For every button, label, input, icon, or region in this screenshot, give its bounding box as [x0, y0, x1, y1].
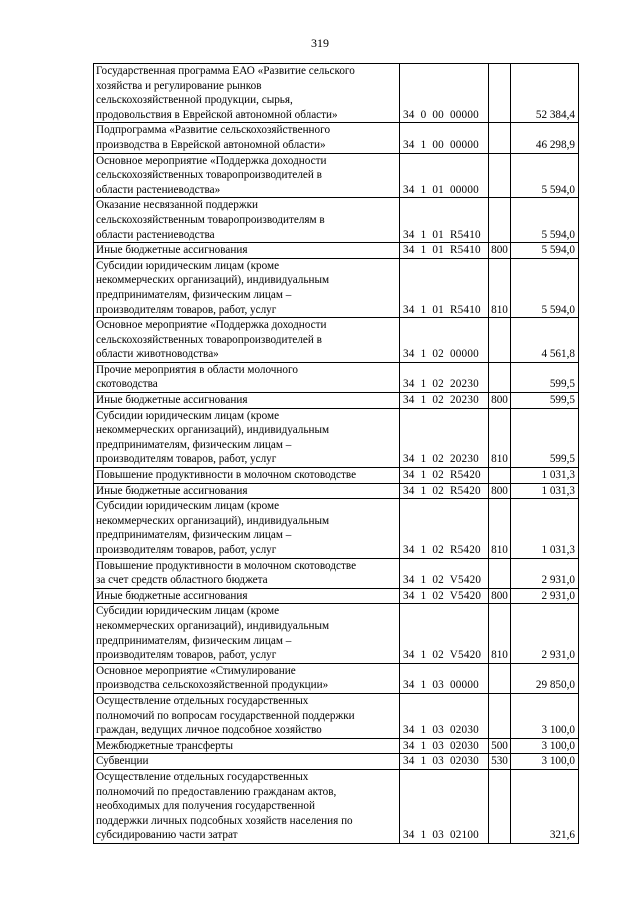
table-row — [94, 153, 579, 198]
table-row — [94, 769, 579, 843]
row-amount-cell: 46 298,9 — [511, 123, 579, 153]
row-code-cell: 34 1 03 02030 — [400, 754, 489, 770]
row-code-cell: 34 1 01 R5410 — [400, 198, 489, 243]
table-row — [94, 663, 579, 693]
row-name-cell: Иные бюджетные ассигнования — [94, 483, 400, 499]
table-row — [94, 243, 579, 259]
row-amount-cell: 2 931,0 — [511, 558, 579, 588]
row-expense-type-cell: 800 — [489, 588, 511, 604]
row-code-cell: 34 1 01 00000 — [400, 153, 489, 198]
row-expense-type-cell: 800 — [489, 243, 511, 259]
row-name-cell: Осуществление отдельных государственных полномочий по предоставлению гражданам актов, необходимых для получения государственной поддержки личных подсобных хозяйств населения по субсидированию части затрат — [94, 769, 400, 843]
row-code-cell: 34 0 00 00000 — [400, 64, 489, 123]
row-amount-cell: 52 384,4 — [511, 64, 579, 123]
row-code-cell: 34 1 03 00000 — [400, 663, 489, 693]
table-row — [94, 198, 579, 243]
row-code-cell: 34 1 02 V5420 — [400, 588, 489, 604]
row-name-cell: Субсидии юридическим лицам (кроме некоммерческих организаций), индивидуальным предпринимателям, физическим лицам – производителям товаров, работ, услуг — [94, 499, 400, 558]
row-name-cell: Субвенции — [94, 754, 400, 770]
row-amount-cell: 1 031,3 — [511, 468, 579, 484]
row-code-cell: 34 1 02 V5420 — [400, 558, 489, 588]
row-amount-cell: 5 594,0 — [511, 153, 579, 198]
row-amount-cell: 1 031,3 — [511, 483, 579, 499]
table-row — [94, 408, 579, 467]
row-name-cell: Основное мероприятие «Поддержка доходности сельскохозяйственных товаропроизводителей в области растениеводства» — [94, 153, 400, 198]
row-name-cell: Осуществление отдельных государственных полномочий по вопросам государственной поддержки граждан, ведущих личное подсобное хозяйство — [94, 693, 400, 738]
row-expense-type-cell — [489, 362, 511, 392]
row-amount-cell: 599,5 — [511, 408, 579, 467]
row-code-cell: 34 1 03 02030 — [400, 738, 489, 754]
row-expense-type-cell: 800 — [489, 393, 511, 409]
table-row — [94, 499, 579, 558]
row-amount-cell: 321,6 — [511, 769, 579, 843]
row-amount-cell: 599,5 — [511, 393, 579, 409]
row-amount-cell: 3 100,0 — [511, 738, 579, 754]
row-name-cell: Иные бюджетные ассигнования — [94, 243, 400, 259]
row-name-cell: Оказание несвязанной поддержки сельскохозяйственным товаропроизводителям в области растениеводства — [94, 198, 400, 243]
row-name-cell: Субсидии юридическим лицам (кроме некоммерческих организаций), индивидуальным предпринимателям, физическим лицам – производителям товаров, работ, услуг — [94, 604, 400, 663]
table-row — [94, 468, 579, 484]
table-row — [94, 64, 579, 123]
row-amount-cell: 5 594,0 — [511, 258, 579, 317]
row-amount-cell: 29 850,0 — [511, 663, 579, 693]
row-amount-cell: 5 594,0 — [511, 243, 579, 259]
row-expense-type-cell — [489, 769, 511, 843]
row-code-cell: 34 1 03 02100 — [400, 769, 489, 843]
row-expense-type-cell — [489, 318, 511, 363]
row-name-cell: Субсидии юридическим лицам (кроме некоммерческих организаций), индивидуальным предпринимателям, физическим лицам – производителям товаров, работ, услуг — [94, 258, 400, 317]
row-name-cell: Основное мероприятие «Стимулирование производства сельскохозяйственной продукции» — [94, 663, 400, 693]
row-expense-type-cell — [489, 558, 511, 588]
row-code-cell: 34 1 02 00000 — [400, 318, 489, 363]
row-amount-cell: 4 561,8 — [511, 318, 579, 363]
row-name-cell: Государственная программа ЕАО «Развитие сельского хозяйства и регулирование рынков сельскохозяйственной продукции, сырья, продовольствия в Еврейской автономной области» — [94, 64, 400, 123]
table-row — [94, 123, 579, 153]
row-code-cell: 34 1 01 R5410 — [400, 243, 489, 259]
row-name-cell: Повышение продуктивности в молочном скотоводстве за счет средств областного бюджета — [94, 558, 400, 588]
row-expense-type-cell — [489, 153, 511, 198]
row-name-cell: Иные бюджетные ассигнования — [94, 588, 400, 604]
row-name-cell: Иные бюджетные ассигнования — [94, 393, 400, 409]
row-expense-type-cell: 810 — [489, 604, 511, 663]
table-row — [94, 483, 579, 499]
row-expense-type-cell: 500 — [489, 738, 511, 754]
page-number: 319 — [311, 36, 329, 50]
row-name-cell: Основное мероприятие «Поддержка доходности сельскохозяйственных товаропроизводителей в области животноводства» — [94, 318, 400, 363]
row-amount-cell: 5 594,0 — [511, 198, 579, 243]
row-expense-type-cell: 810 — [489, 258, 511, 317]
table-row — [94, 754, 579, 770]
row-name-cell: Прочие мероприятия в области молочного скотоводства — [94, 362, 400, 392]
table-row — [94, 318, 579, 363]
row-code-cell: 34 1 02 R5420 — [400, 483, 489, 499]
row-code-cell: 34 1 02 20230 — [400, 408, 489, 467]
row-name-cell: Повышение продуктивности в молочном скотоводстве — [94, 468, 400, 484]
row-expense-type-cell: 800 — [489, 483, 511, 499]
row-amount-cell: 3 100,0 — [511, 754, 579, 770]
row-name-cell: Субсидии юридическим лицам (кроме некоммерческих организаций), индивидуальным предпринимателям, физическим лицам – производителям товаров, работ, услуг — [94, 408, 400, 467]
row-name-cell: Подпрограмма «Развитие сельскохозяйственного производства в Еврейской автономной области» — [94, 123, 400, 153]
row-amount-cell: 2 931,0 — [511, 588, 579, 604]
row-expense-type-cell — [489, 693, 511, 738]
row-code-cell: 34 1 02 20230 — [400, 393, 489, 409]
row-expense-type-cell: 810 — [489, 499, 511, 558]
table-row — [94, 738, 579, 754]
row-amount-cell: 2 931,0 — [511, 604, 579, 663]
table-row — [94, 362, 579, 392]
row-expense-type-cell: 530 — [489, 754, 511, 770]
table-row — [94, 693, 579, 738]
row-expense-type-cell — [489, 123, 511, 153]
row-expense-type-cell — [489, 64, 511, 123]
row-code-cell: 34 1 02 R5420 — [400, 468, 489, 484]
table-row — [94, 258, 579, 317]
budget-table-body — [94, 64, 579, 844]
row-code-cell: 34 1 01 R5410 — [400, 258, 489, 317]
table-row — [94, 588, 579, 604]
table-row — [94, 558, 579, 588]
row-amount-cell: 1 031,3 — [511, 499, 579, 558]
row-code-cell: 34 1 02 20230 — [400, 362, 489, 392]
row-expense-type-cell — [489, 198, 511, 243]
table-row — [94, 604, 579, 663]
row-code-cell: 34 1 02 R5420 — [400, 499, 489, 558]
table-row — [94, 393, 579, 409]
row-expense-type-cell: 810 — [489, 408, 511, 467]
row-code-cell: 34 1 00 00000 — [400, 123, 489, 153]
row-code-cell: 34 1 02 V5420 — [400, 604, 489, 663]
row-amount-cell: 599,5 — [511, 362, 579, 392]
budget-table — [93, 63, 579, 844]
row-code-cell: 34 1 03 02030 — [400, 693, 489, 738]
row-name-cell: Межбюджетные трансферты — [94, 738, 400, 754]
row-amount-cell: 3 100,0 — [511, 693, 579, 738]
row-expense-type-cell — [489, 663, 511, 693]
row-expense-type-cell — [489, 468, 511, 484]
